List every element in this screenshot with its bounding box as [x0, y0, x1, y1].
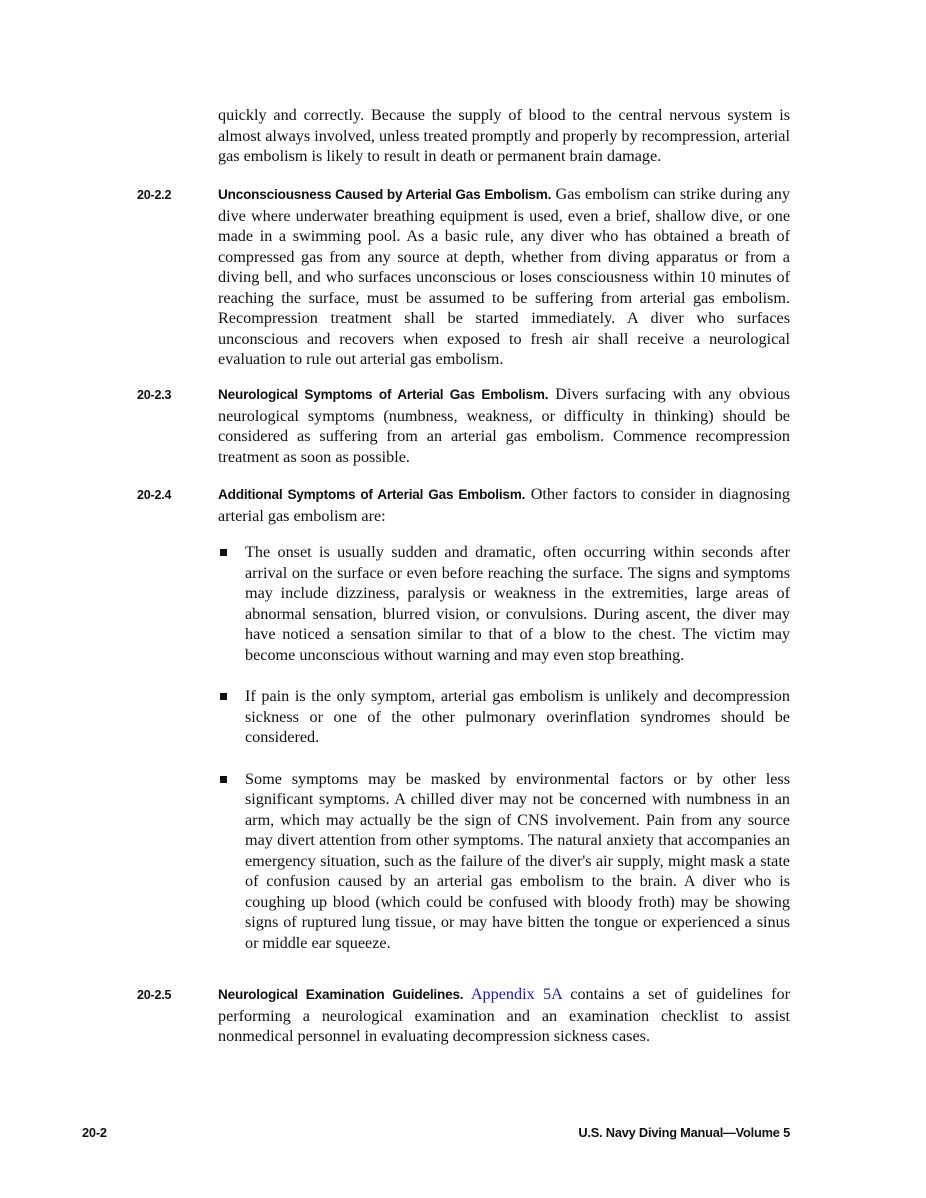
square-bullet-icon [220, 776, 227, 783]
section-number: 20-2.2 [137, 188, 172, 202]
section-text: Gas embolism can strike during any dive where underwater breathing equipment is used, even a brief, shallow dive, or one made in a swimming pool. As a basic rule, any diver who has obtained a breath of compressed gas from any source at depth, whether from diving apparatus or from a diving bell, and who surfaces unconscious or loses consciousness within 10 minutes of reaching the surface, must be assumed to be suffering from arterial gas embolism. Recompression treatment shall be started immediately. A diver who surfaces unconscious and recovers when exposed to fresh air shall receive a neurological evaluation to rule out arterial gas embolism. [218, 185, 790, 368]
section-title: Additional Symptoms of Arterial Gas Embolism. [218, 487, 526, 502]
section-number: 20-2.5 [137, 988, 172, 1002]
bullet-text: Some symptoms may be masked by environmental factors or by other less significant symptoms. A chilled diver may not be concerned with numbness in an arm, which may actually be the sign of CNS involvement. Pain from any source may divert attention from other symptoms. The natural anxiety that accompanies an emergency situation, such as the failure of the diver's air supply, might mask a state of confusion caused by an arterial gas embolism to the brain. A diver who is coughing up blood (which could be confused with bloody froth) may be showing signs of ruptured lung tissue, or may have bitten the tongue or experienced a sinus or middle ear squeeze. [245, 769, 790, 952]
bullet-item [218, 542, 790, 665]
section-body [218, 184, 790, 370]
square-bullet-icon [220, 549, 227, 556]
appendix-5a-link[interactable]: Appendix 5A [470, 985, 562, 1003]
section-title: Neurological Symptoms of Arterial Gas Embolism. [218, 387, 549, 402]
page-number: 20-2 [82, 1125, 107, 1140]
section-20-2-4 [137, 484, 790, 526]
section-text: Divers surfacing with any obvious neurological symptoms (numbness, weakness, or difficulty in thinking) should be considered as suffering from an arterial gas embolism. Commence recompression treatment as soon as possible. [218, 385, 790, 466]
section-body [218, 384, 790, 467]
section-20-2-2 [137, 184, 790, 370]
bullet-item [218, 769, 790, 954]
manual-title: U.S. Navy Diving Manual—Volume 5 [578, 1125, 790, 1140]
section-title: Neurological Examination Guidelines. [218, 987, 464, 1002]
square-bullet-icon [220, 693, 227, 700]
section-20-2-3 [137, 384, 790, 467]
bullet-text: If pain is the only symptom, arterial gas embolism is unlikely and decompression sickness or one of the other pulmonary overinflation syndromes should be considered. [245, 687, 790, 746]
section-number: 20-2.4 [137, 488, 172, 502]
section-body [218, 484, 790, 526]
section-text: Other factors to consider in diagnosing arterial gas embolism are: [218, 485, 790, 525]
section-20-2-5 [137, 984, 790, 1047]
bullet-item [218, 686, 790, 748]
section-text: contains a set of guidelines for performing a neurological examination and an examination checklist to assist nonmedical personnel in evaluating decompression sickness cases. [218, 985, 790, 1045]
bullet-text: The onset is usually sudden and dramatic, often occurring within seconds after arrival on the surface or even before reaching the surface. The signs and symptoms may include dizziness, paralysis or weakness in the extremities, large areas of abnormal sensation, blurred vision, or convulsions. During ascent, the diver may have noticed a sensation similar to that of a blow to the chest. The victim may become unconscious without warning and may even stop breathing. [245, 543, 790, 664]
section-body [218, 984, 790, 1047]
intro-paragraph: quickly and correctly. Because the supply of blood to the central nervous system is almost always involved, unless treated promptly and properly by recompression, arterial gas embolism is likely to result in death or permanent brain damage. [218, 106, 790, 165]
symptom-bullet-list [218, 542, 790, 974]
section-number: 20-2.3 [137, 388, 172, 402]
section-title: Unconsciousness Caused by Arterial Gas Embolism. [218, 187, 552, 202]
